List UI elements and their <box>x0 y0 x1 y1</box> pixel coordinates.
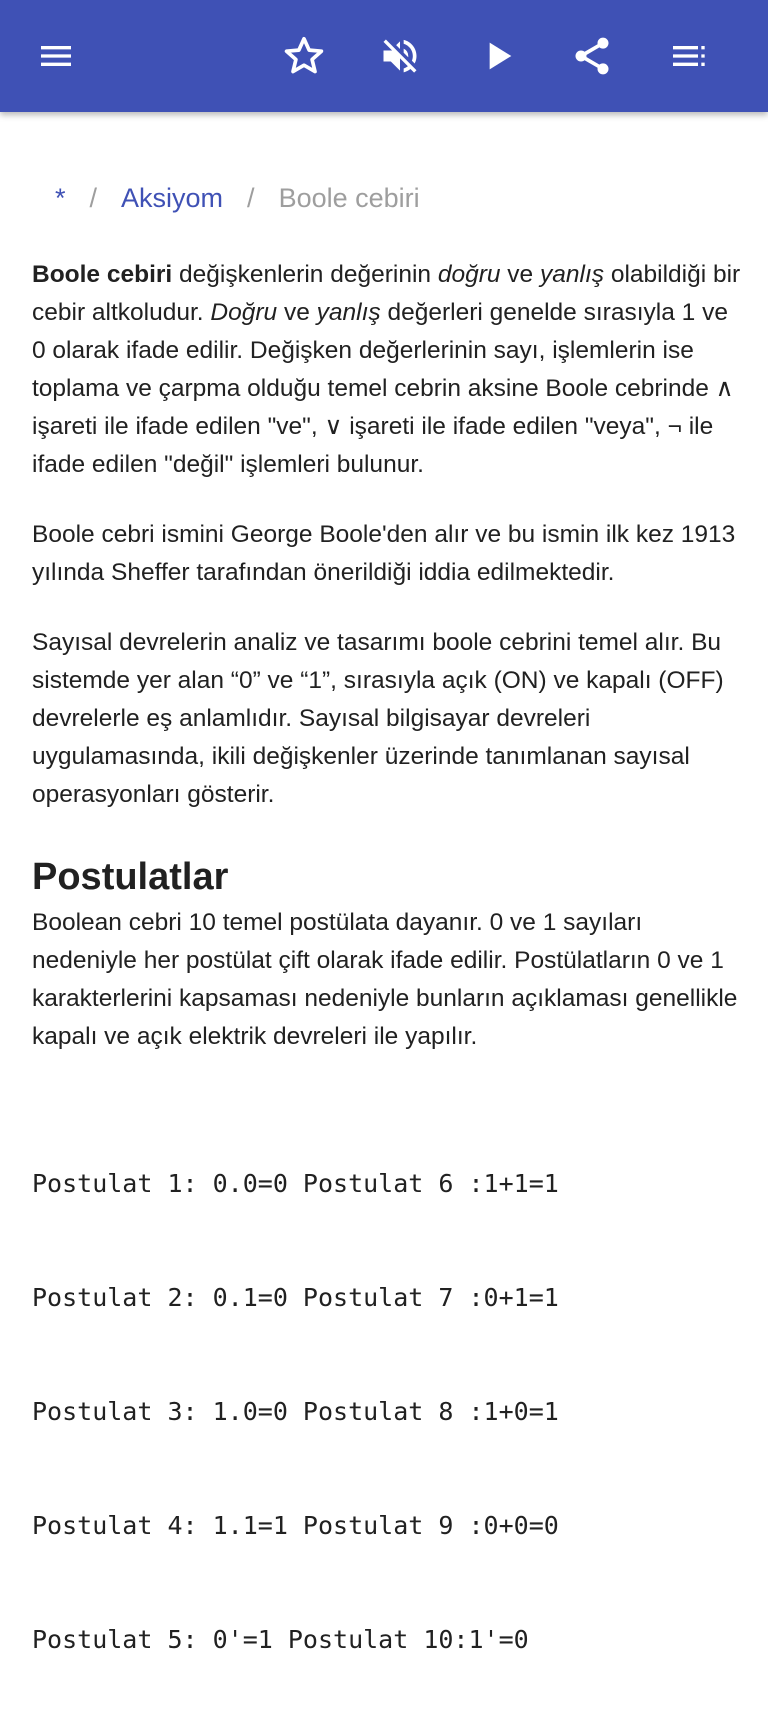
intro-text: ve <box>277 299 317 326</box>
contents-button[interactable] <box>656 24 720 88</box>
share-icon <box>570 34 614 78</box>
intro-paragraph <box>32 256 742 484</box>
italic-term: yanlış <box>316 299 381 326</box>
play-button[interactable] <box>466 24 530 88</box>
code-line: Postulat 2: 0.1=0 Postulat 7 :0+1=1 <box>32 1283 559 1312</box>
digital-circuits-paragraph: Sayısal devrelerin analiz ve tasarımı boole cebrini temel alır. Bu sistemde yer alan “0” ve “1”, sırasıyla açık (ON) ve kapalı (OFF) devrelerle eş anlamlıdır. Sayısal bilgisayar devreleri uygulamasında, ikili değişkenler üzerinde tanımlanan sayısal operasyonları gösterir. <box>32 629 724 808</box>
share-button[interactable] <box>560 24 624 88</box>
playlist-icon <box>668 36 708 76</box>
breadcrumb-root-link[interactable]: * <box>55 183 66 214</box>
menu-button[interactable] <box>24 24 88 88</box>
play-icon <box>478 36 518 76</box>
code-line: Postulat 1: 0.0=0 Postulat 6 :1+1=1 <box>32 1169 559 1198</box>
term-bold: Boole cebiri <box>32 261 173 288</box>
postulates-code-block <box>32 1089 559 1735</box>
italic-term: doğru <box>437 261 501 288</box>
italic-term: Doğru <box>210 299 278 326</box>
breadcrumb-current: Boole cebiri <box>278 183 420 214</box>
app-bar <box>0 0 768 112</box>
breadcrumb-separator: / <box>89 183 98 214</box>
breadcrumb-parent-link[interactable]: Aksiyom <box>121 183 224 214</box>
section-heading: Postulatlar <box>32 856 229 898</box>
intro-text: olabildiği bir cebir altkoludur. <box>32 261 741 326</box>
code-line: Postulat 3: 1.0=0 Postulat 8 :1+0=1 <box>32 1397 559 1426</box>
intro-text: ve <box>500 261 540 288</box>
intro-text: değerleri genelde sırasıyla 1 ve 0 olarak ifade edilir. Değişken değerlerinin sayı, işlemlerin ise toplama ve çarpma olduğu temel cebrin aksine Boole cebrinde ∧ işareti ile ifade edilen "ve", ∨ işareti ile ifade edilen "veya", ¬ ile ifade edilen "değil" işlemleri bulunur. <box>32 299 734 478</box>
italic-term: yanlış <box>540 261 605 288</box>
volume-off-icon <box>378 34 422 78</box>
favorite-button[interactable] <box>272 24 336 88</box>
code-line: Postulat 4: 1.1=1 Postulat 9 :0+0=0 <box>32 1511 559 1540</box>
postulates-paragraph: Boolean cebri 10 temel postülata dayanır. 0 ve 1 sayıları nedeniyle her postülat çift olarak ifade edilir. Postülatların 0 ve 1 karakterlerini kapsaması nedeniyle bunların açıklaması genellikle kapalı ve açık elektrik devreleri ile yapılır. <box>32 909 738 1050</box>
history-paragraph: Boole cebri ismini George Boole'den alır ve bu ismin ilk kez 1913 yılında Sheffer tarafından önerildiği iddia edilmektedir. <box>32 521 736 586</box>
mute-button[interactable] <box>368 24 432 88</box>
intro-text: değişkenlerin değerinin <box>172 261 438 288</box>
code-line: Postulat 5: 0'=1 Postulat 10:1'=0 <box>32 1625 529 1654</box>
star-icon <box>282 34 326 78</box>
breadcrumb <box>55 182 420 214</box>
menu-icon <box>36 36 76 76</box>
breadcrumb-separator: / <box>247 183 255 214</box>
